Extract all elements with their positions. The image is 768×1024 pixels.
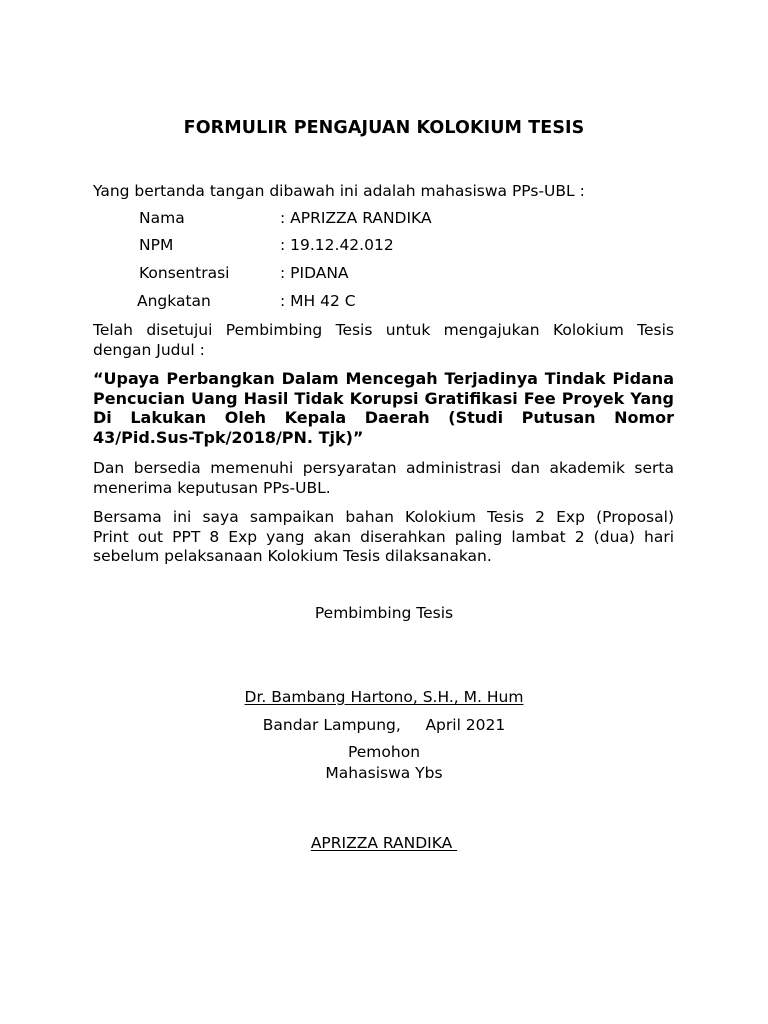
- applicant-subrole: Mahasiswa Ybs: [325, 764, 443, 782]
- intro-text: Yang bertanda tangan dibawah ini adalah mahasiswa PPs-UBL :: [93, 182, 585, 200]
- supervisor-role: Pembimbing Tesis: [314, 604, 454, 622]
- thesis-title-line: Di Lakukan Oleh Kepala Daerah (Studi Putusan Nomor: [93, 408, 674, 427]
- field-value: : PIDANA: [280, 264, 349, 282]
- thesis-title-line: Pencucian Uang Hasil Tidak Korupsi Gratifikasi Fee Proyek Yang: [93, 388, 674, 408]
- field-value: : 19.12.42.012: [280, 236, 394, 254]
- submission-paragraph: [93, 508, 674, 567]
- field-label: Angkatan: [137, 292, 211, 310]
- thesis-title-paragraph: [93, 369, 674, 447]
- field-label: NPM: [139, 236, 174, 254]
- document-title: FORMULIR PENGAJUAN KOLOKIUM TESIS: [183, 118, 585, 138]
- submission-line: Print out PPT 8 Exp yang akan diserahkan paling lambat 2 (dua) hari: [93, 527, 674, 546]
- place-date: [0, 715, 768, 735]
- approval-line: Telah disetujui Pembimbing Tesis untuk mengajukan Kolokium Tesis: [93, 321, 674, 339]
- supervisor-signature-block: [0, 687, 768, 707]
- applicant-role: Pemohon: [347, 743, 421, 761]
- field-label: Nama: [139, 209, 185, 227]
- commitment-line: Dan bersedia memenuhi persyaratan administrasi dan akademik serta: [93, 459, 674, 477]
- city-text: Bandar Lampung,: [262, 716, 401, 734]
- approval-line: dengan Judul :: [93, 340, 205, 359]
- date-text: April 2021: [425, 716, 506, 734]
- field-value: : MH 42 C: [280, 292, 356, 310]
- supervisor-name: Dr. Bambang Hartono, S.H., M. Hum: [244, 688, 524, 706]
- approval-paragraph: [93, 321, 674, 360]
- submission-line: sebelum pelaksanaan Kolokium Tesis dilaksanakan.: [93, 547, 492, 565]
- applicant-signature-block: [0, 833, 768, 853]
- field-value: : APRIZZA RANDIKA: [280, 209, 432, 227]
- commitment-paragraph: [93, 459, 674, 498]
- thesis-title-line: “Upaya Perbangkan Dalam Mencegah Terjadinya Tindak Pidana: [93, 369, 674, 388]
- submission-line: Bersama ini saya sampaikan bahan Kolokium Tesis 2 Exp (Proposal): [93, 508, 674, 526]
- field-label: Konsentrasi: [139, 264, 230, 282]
- thesis-title-line: 43/Pid.Sus-Tpk/2018/PN. Tjk)”: [93, 427, 364, 447]
- applicant-name: APRIZZA RANDIKA: [310, 834, 458, 852]
- commitment-line: menerima keputusan PPs-UBL.: [93, 478, 331, 497]
